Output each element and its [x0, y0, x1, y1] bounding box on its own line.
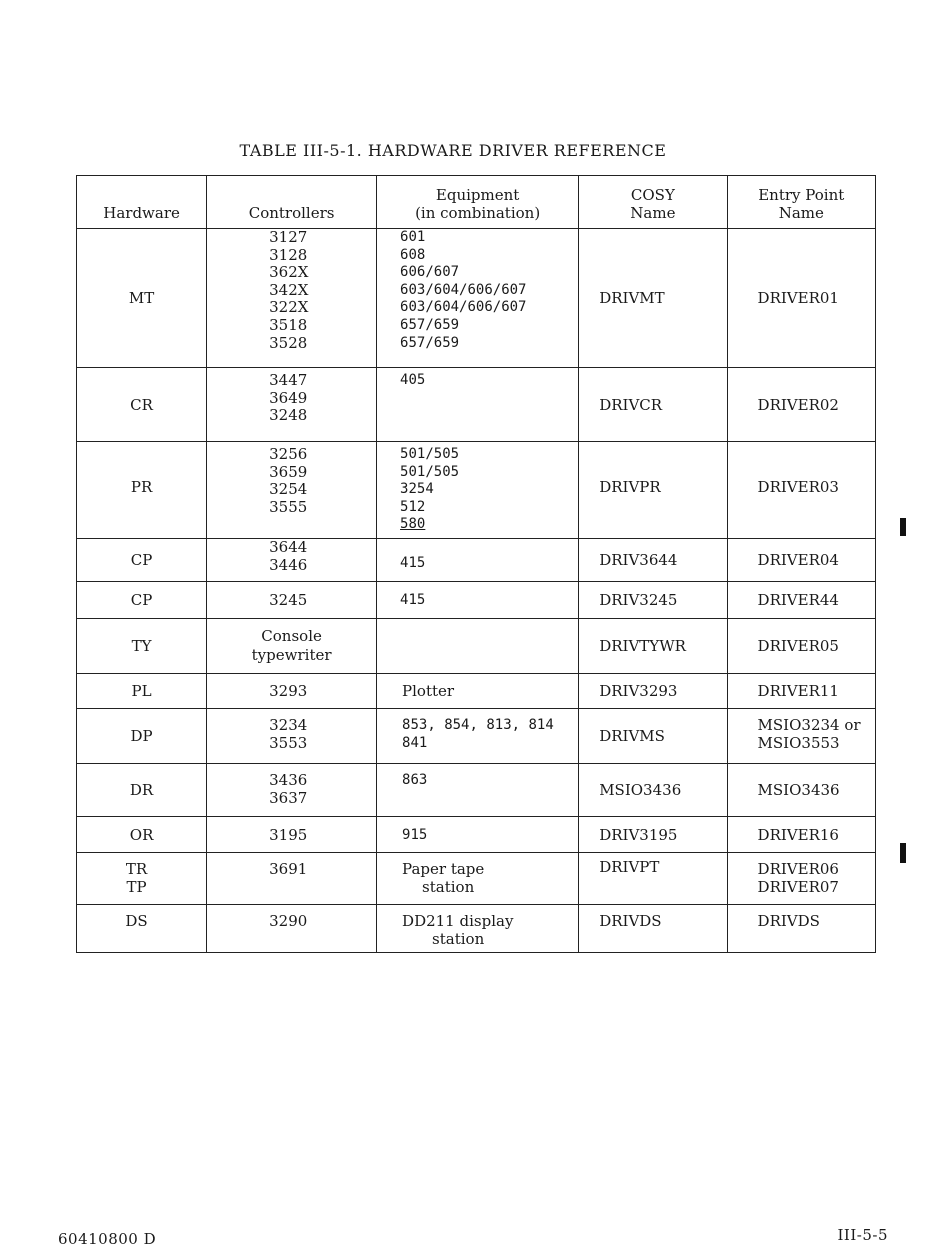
table-row — [77, 764, 876, 817]
table-row — [77, 674, 876, 709]
entry-point-cell: DRIVER16 — [727, 817, 875, 853]
table-row — [77, 905, 876, 953]
hardware-cell: CR — [77, 368, 207, 442]
hardware-cell: PR — [77, 442, 207, 539]
hardware-cell: PL — [77, 674, 207, 709]
controllers-cell: Console typewriter — [207, 619, 377, 674]
hardware-cell: DP — [77, 709, 207, 764]
table-row — [77, 539, 876, 582]
equipment-cell: 415 — [377, 539, 579, 582]
entry-point-cell: DRIVER05 — [727, 619, 875, 674]
table-header-row — [77, 176, 876, 229]
cosy-name-cell: DRIVPR — [579, 442, 727, 539]
cosy-name-cell: DRIVDS — [579, 905, 727, 953]
table-row — [77, 853, 876, 905]
cosy-name-cell: DRIV3245 — [579, 582, 727, 619]
equipment-cell: DD211 display station — [377, 905, 579, 953]
hardware-cell: CP — [77, 582, 207, 619]
equipment-cell: 853, 854, 813, 814 841 — [377, 709, 579, 764]
cosy-name-cell: MSIO3436 — [579, 764, 727, 817]
page-number: III-5-5 — [837, 1226, 888, 1244]
document-number: 60410800 D — [58, 1230, 157, 1248]
equipment-cell: 415 — [377, 582, 579, 619]
hardware-cell: DR — [77, 764, 207, 817]
cosy-name-cell: DRIVPT — [579, 853, 727, 905]
controllers-cell: 3293 — [207, 674, 377, 709]
controllers-cell: 3290 — [207, 905, 377, 953]
cosy-name-cell: DRIV3644 — [579, 539, 727, 582]
entry-point-cell: DRIVER04 — [727, 539, 875, 582]
controllers-cell: 3447 3649 3248 — [207, 368, 377, 442]
header-cosy-name: COSY Name — [579, 176, 727, 229]
controllers-cell: 3436 3637 — [207, 764, 377, 817]
equipment-cell: 915 — [377, 817, 579, 853]
entry-point-cell: DRIVER06 DRIVER07 — [727, 853, 875, 905]
table-row — [77, 619, 876, 674]
controllers-cell: 3256 3659 3254 3555 — [207, 442, 377, 539]
controllers-cell: 3245 — [207, 582, 377, 619]
cosy-name-cell: DRIVMT — [579, 229, 727, 368]
equipment-cell: 863 — [377, 764, 579, 817]
equipment-cell — [377, 619, 579, 674]
entry-point-cell: DRIVER01 — [727, 229, 875, 368]
hardware-driver-table — [76, 175, 876, 953]
equipment-cell: Paper tape station — [377, 853, 579, 905]
hardware-cell: MT — [77, 229, 207, 368]
equipment-cell: 405 — [377, 368, 579, 442]
hardware-cell: DS — [77, 905, 207, 953]
cosy-name-cell: DRIV3195 — [579, 817, 727, 853]
hardware-cell: TY — [77, 619, 207, 674]
change-bar — [900, 843, 906, 863]
equipment-cell: Plotter — [377, 674, 579, 709]
hardware-cell: OR — [77, 817, 207, 853]
hardware-cell: CP — [77, 539, 207, 582]
change-bar — [900, 518, 906, 536]
controllers-cell: 3234 3553 — [207, 709, 377, 764]
controllers-cell: 3127 3128 362X 342X 322X 3518 3528 — [207, 229, 377, 368]
controllers-cell: 3691 — [207, 853, 377, 905]
table-row — [77, 442, 876, 539]
table-row — [77, 229, 876, 368]
entry-point-cell: MSIO3436 — [727, 764, 875, 817]
entry-point-cell: DRIVER02 — [727, 368, 875, 442]
table-row — [77, 582, 876, 619]
entry-point-cell: DRIVDS — [727, 905, 875, 953]
entry-point-cell: MSIO3234 or MSIO3553 — [727, 709, 875, 764]
header-equipment: Equipment (in combination) — [377, 176, 579, 229]
equipment-cell: 601 608 606/607 603/604/606/607 603/604/606/607 657/659 657/659 — [377, 229, 579, 368]
header-controllers: Controllers — [207, 176, 377, 229]
hardware-cell: TR TP — [77, 853, 207, 905]
controllers-cell: 3644 3446 — [207, 539, 377, 582]
header-entry-point-name: Entry Point Name — [727, 176, 875, 229]
header-hardware: Hardware — [77, 176, 207, 229]
cosy-name-cell: DRIVTYWR — [579, 619, 727, 674]
equipment-cell: 501/505 501/505 3254 512 580 — [377, 442, 579, 539]
entry-point-cell: DRIVER11 — [727, 674, 875, 709]
table-row — [77, 709, 876, 764]
table-title: TABLE III-5-1. HARDWARE DRIVER REFERENCE — [239, 141, 667, 160]
cosy-name-cell: DRIVCR — [579, 368, 727, 442]
entry-point-cell: DRIVER03 — [727, 442, 875, 539]
table-row — [77, 368, 876, 442]
cosy-name-cell: DRIV3293 — [579, 674, 727, 709]
cosy-name-cell: DRIVMS — [579, 709, 727, 764]
table-row — [77, 817, 876, 853]
controllers-cell: 3195 — [207, 817, 377, 853]
entry-point-cell: DRIVER44 — [727, 582, 875, 619]
